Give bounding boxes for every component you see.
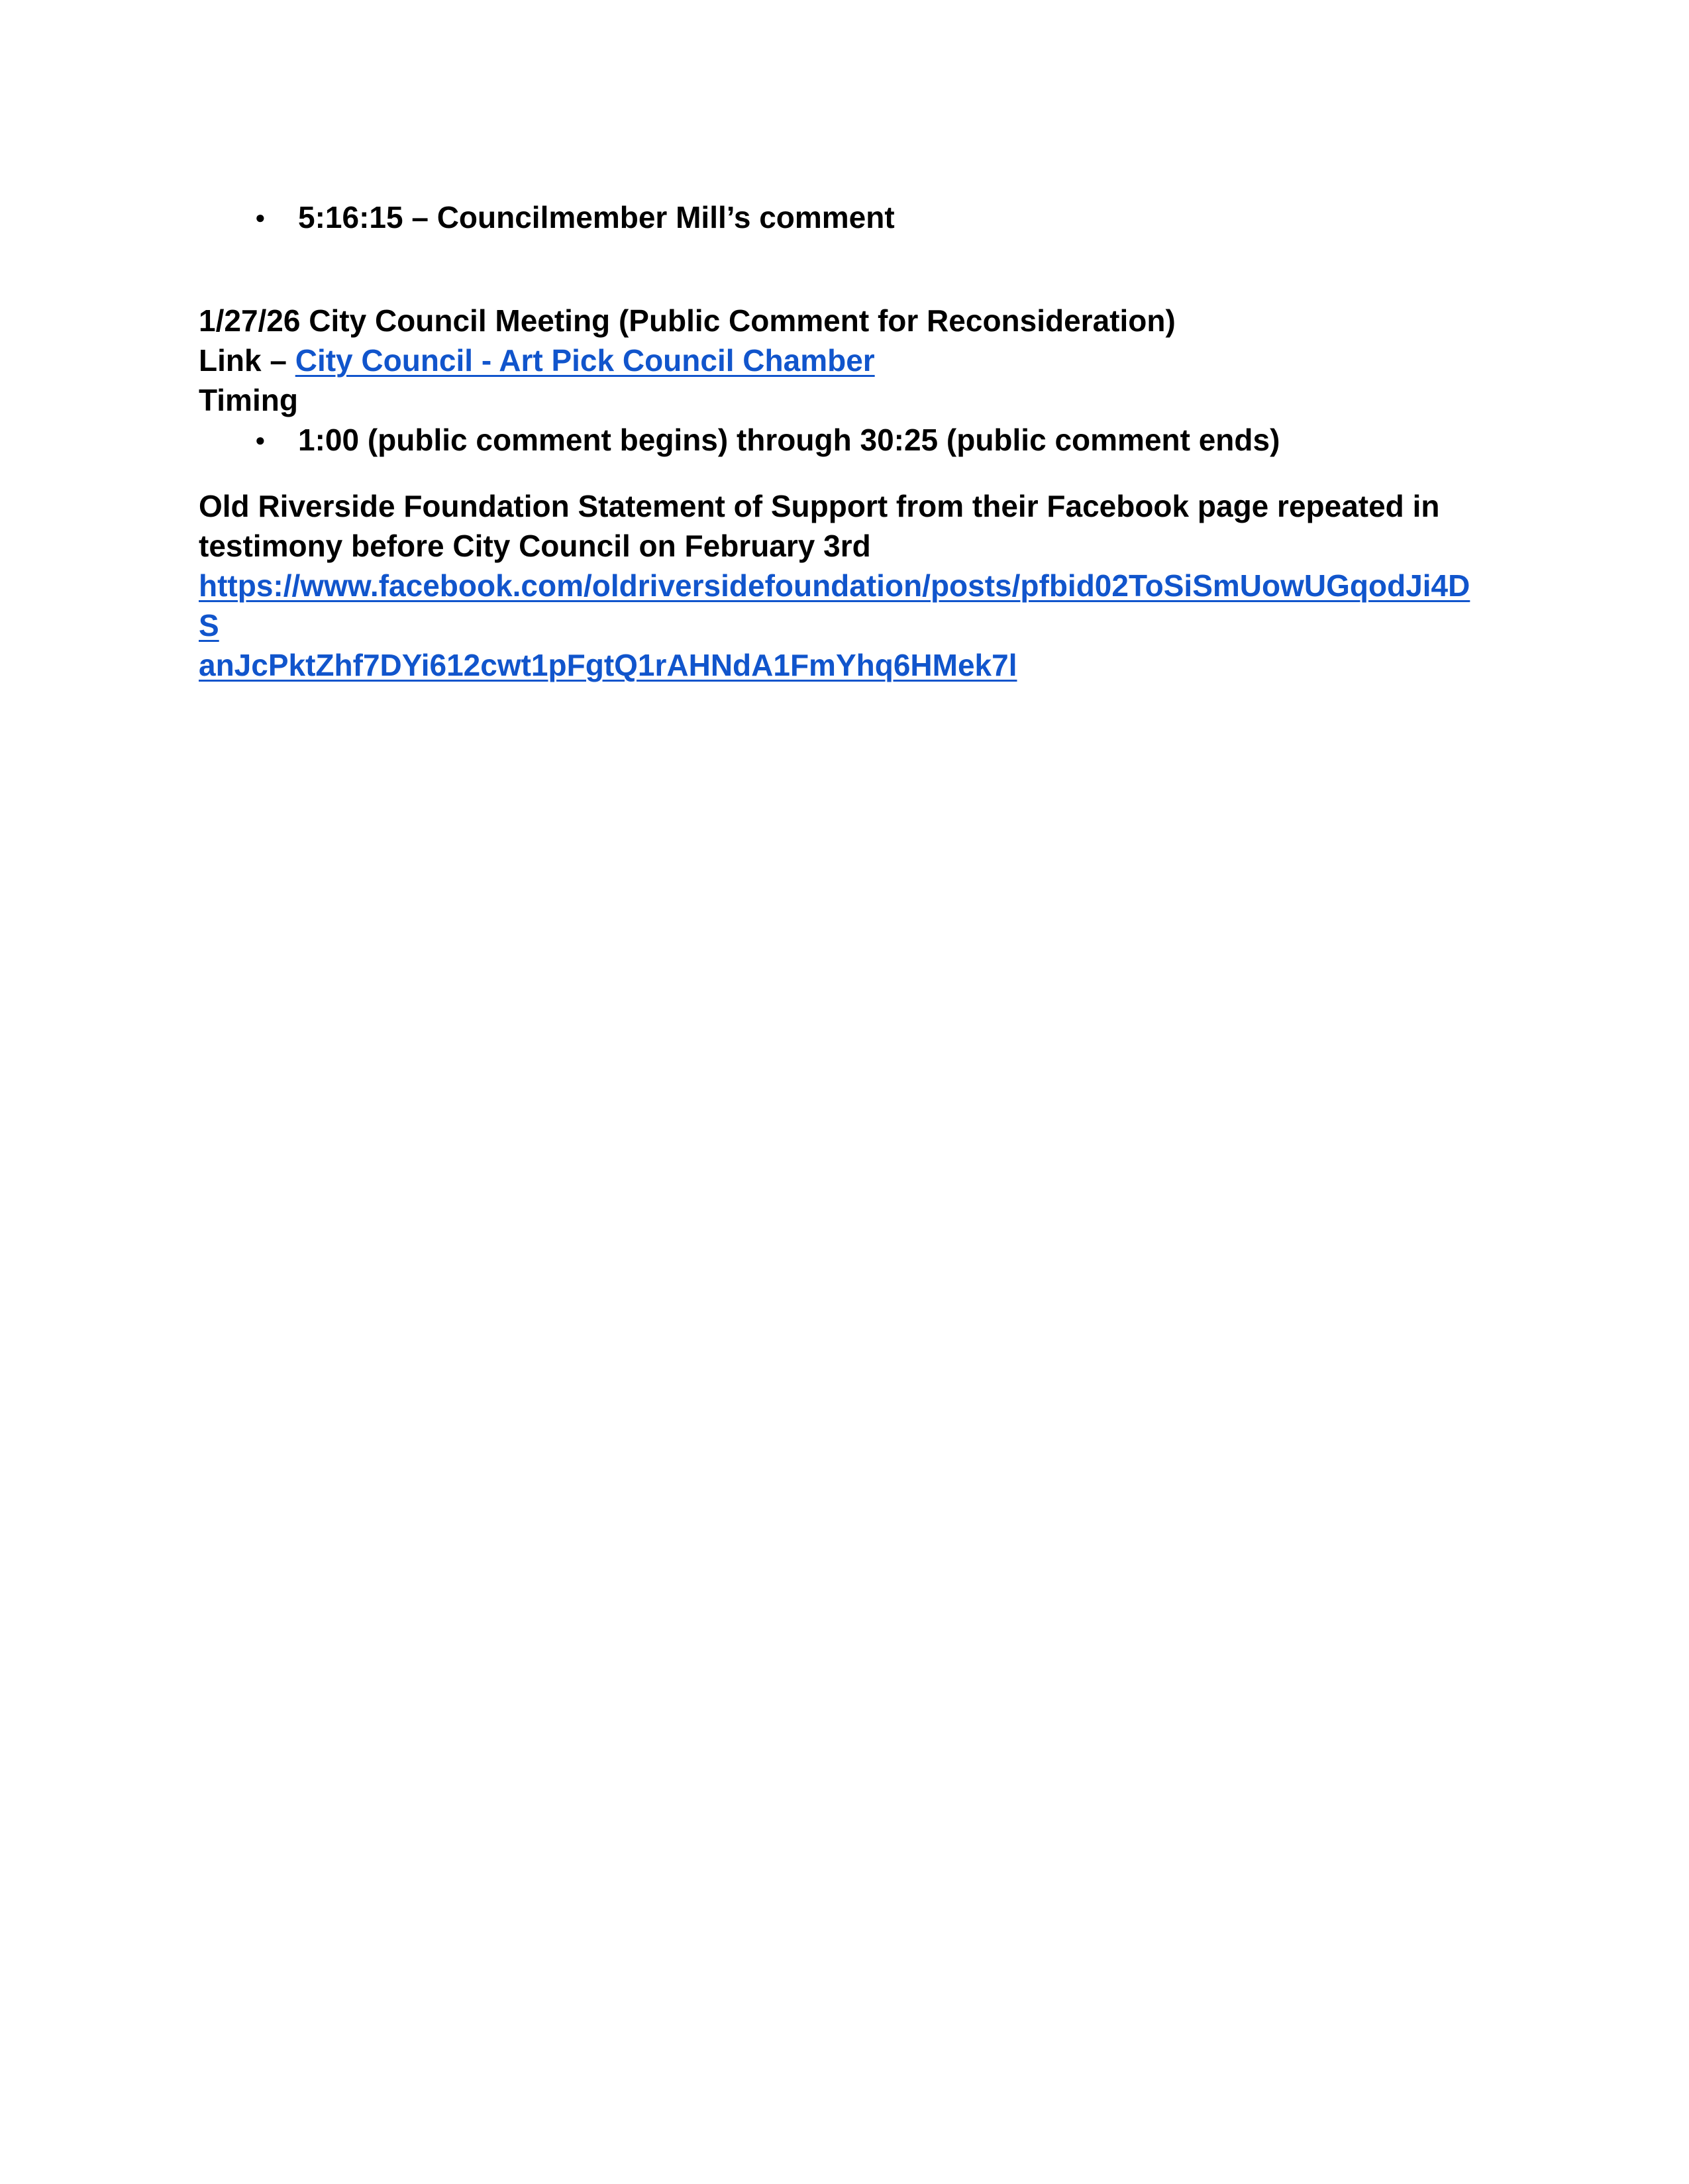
council-chamber-link[interactable]: City Council - Art Pick Council Chamber <box>295 343 875 378</box>
meeting-section <box>199 301 1490 420</box>
facebook-url-line1: https://www.facebook.com/oldriversidefoundation/posts/pfbid02ToSiSmUowUGqodJi4DS <box>199 568 1470 643</box>
meeting-title: 1/27/26 City Council Meeting (Public Comment for Reconsideration) <box>199 303 1176 338</box>
timestamp-list <box>199 197 1490 237</box>
list-item <box>199 420 1490 460</box>
statement-text: Old Riverside Foundation Statement of Support from their Facebook page repeated in testimony before City Council on February 3rd <box>199 489 1440 563</box>
link-line <box>199 340 1490 380</box>
bullet-icon: ● <box>255 207 266 227</box>
facebook-url-line2: anJcPktZhf7DYi612cwt1pFgtQ1rAHNdA1FmYhq6HMek7l <box>199 648 1017 682</box>
list-item <box>199 197 1490 237</box>
bullet-icon: ● <box>255 430 266 450</box>
facebook-url-link[interactable] <box>199 568 1470 682</box>
statement-paragraph <box>199 486 1490 685</box>
link-label: Link – <box>199 343 295 378</box>
timing-list <box>199 420 1490 460</box>
timing-bullet-text: 1:00 (public comment begins) through 30:25 (public comment ends) <box>298 423 1280 457</box>
timing-label: Timing <box>199 383 298 417</box>
timestamp-bullet-text: 5:16:15 – Councilmember Mill’s comment <box>298 200 895 234</box>
